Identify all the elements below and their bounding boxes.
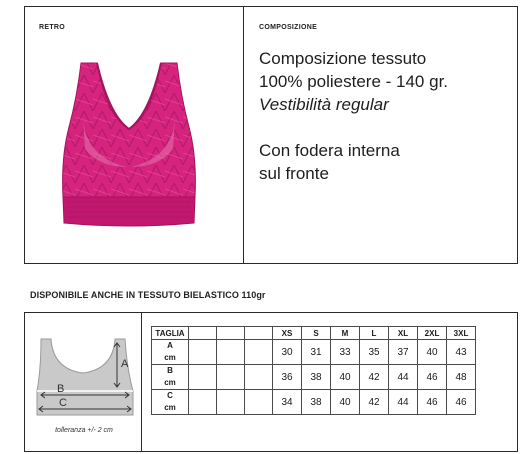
size-guide-divider: [141, 313, 142, 451]
table-cell: 44: [389, 365, 418, 390]
measurement-diagram: [33, 329, 139, 421]
size-header-m: M: [331, 327, 360, 340]
composition-line-2: 100% poliestere - 140 gr.: [259, 72, 449, 91]
table-cell: 46: [418, 365, 447, 390]
size-header-s: S: [302, 327, 331, 340]
table-cell: 38: [302, 365, 331, 390]
row-label: C cm: [152, 390, 189, 415]
table-row: [152, 390, 476, 415]
table-row: [152, 365, 476, 390]
diagram-label-a: A: [121, 358, 129, 370]
table-cell: 33: [331, 340, 360, 365]
size-header-l: L: [360, 327, 389, 340]
row-label: B cm: [152, 365, 189, 390]
table-cell: 38: [302, 390, 331, 415]
table-cell: 30: [273, 340, 302, 365]
table-cell: 46: [418, 390, 447, 415]
table-cell: 42: [360, 365, 389, 390]
availability-note: DISPONIBILE ANCHE IN TESSUTO BIELASTICO 110gr: [30, 290, 266, 300]
table-cell: 37: [389, 340, 418, 365]
size-header-2xl: 2XL: [418, 327, 447, 340]
row-label: A cm: [152, 340, 189, 365]
diagram-label-c: C: [59, 397, 67, 409]
size-header-3xl: 3XL: [447, 327, 476, 340]
table-cell: 40: [331, 390, 360, 415]
size-header-label: TAGLIA: [152, 327, 189, 340]
table-cell: 42: [360, 390, 389, 415]
table-cell: 31: [302, 340, 331, 365]
size-guide-panel: [24, 312, 518, 452]
product-info-panel: [24, 6, 518, 264]
lining-line-2: sul fronte: [259, 164, 329, 183]
tolerance-note: tolleranza +/- 2 cm: [55, 427, 113, 434]
table-cell: 35: [360, 340, 389, 365]
table-cell: 46: [447, 390, 476, 415]
table-cell: 36: [273, 365, 302, 390]
composition-label: COMPOSIZIONE: [259, 24, 318, 31]
size-table: [151, 326, 476, 415]
back-view-label: RETRO: [39, 24, 65, 31]
table-cell: 34: [273, 390, 302, 415]
sports-bra-back-image: [39, 57, 219, 247]
fit-line: Vestibilità regular: [259, 95, 389, 114]
table-cell: 48: [447, 365, 476, 390]
table-cell: 40: [418, 340, 447, 365]
lining-line-1: Con fodera interna: [259, 141, 400, 160]
size-header-xs: XS: [273, 327, 302, 340]
size-header-xl: XL: [389, 327, 418, 340]
table-cell: 44: [389, 390, 418, 415]
composition-line-1: Composizione tessuto: [259, 49, 427, 68]
composition-text: [259, 47, 509, 185]
table-cell: 40: [331, 365, 360, 390]
table-cell: 43: [447, 340, 476, 365]
section-divider: [243, 7, 244, 263]
table-row: [152, 340, 476, 365]
diagram-label-b: B: [57, 383, 65, 395]
